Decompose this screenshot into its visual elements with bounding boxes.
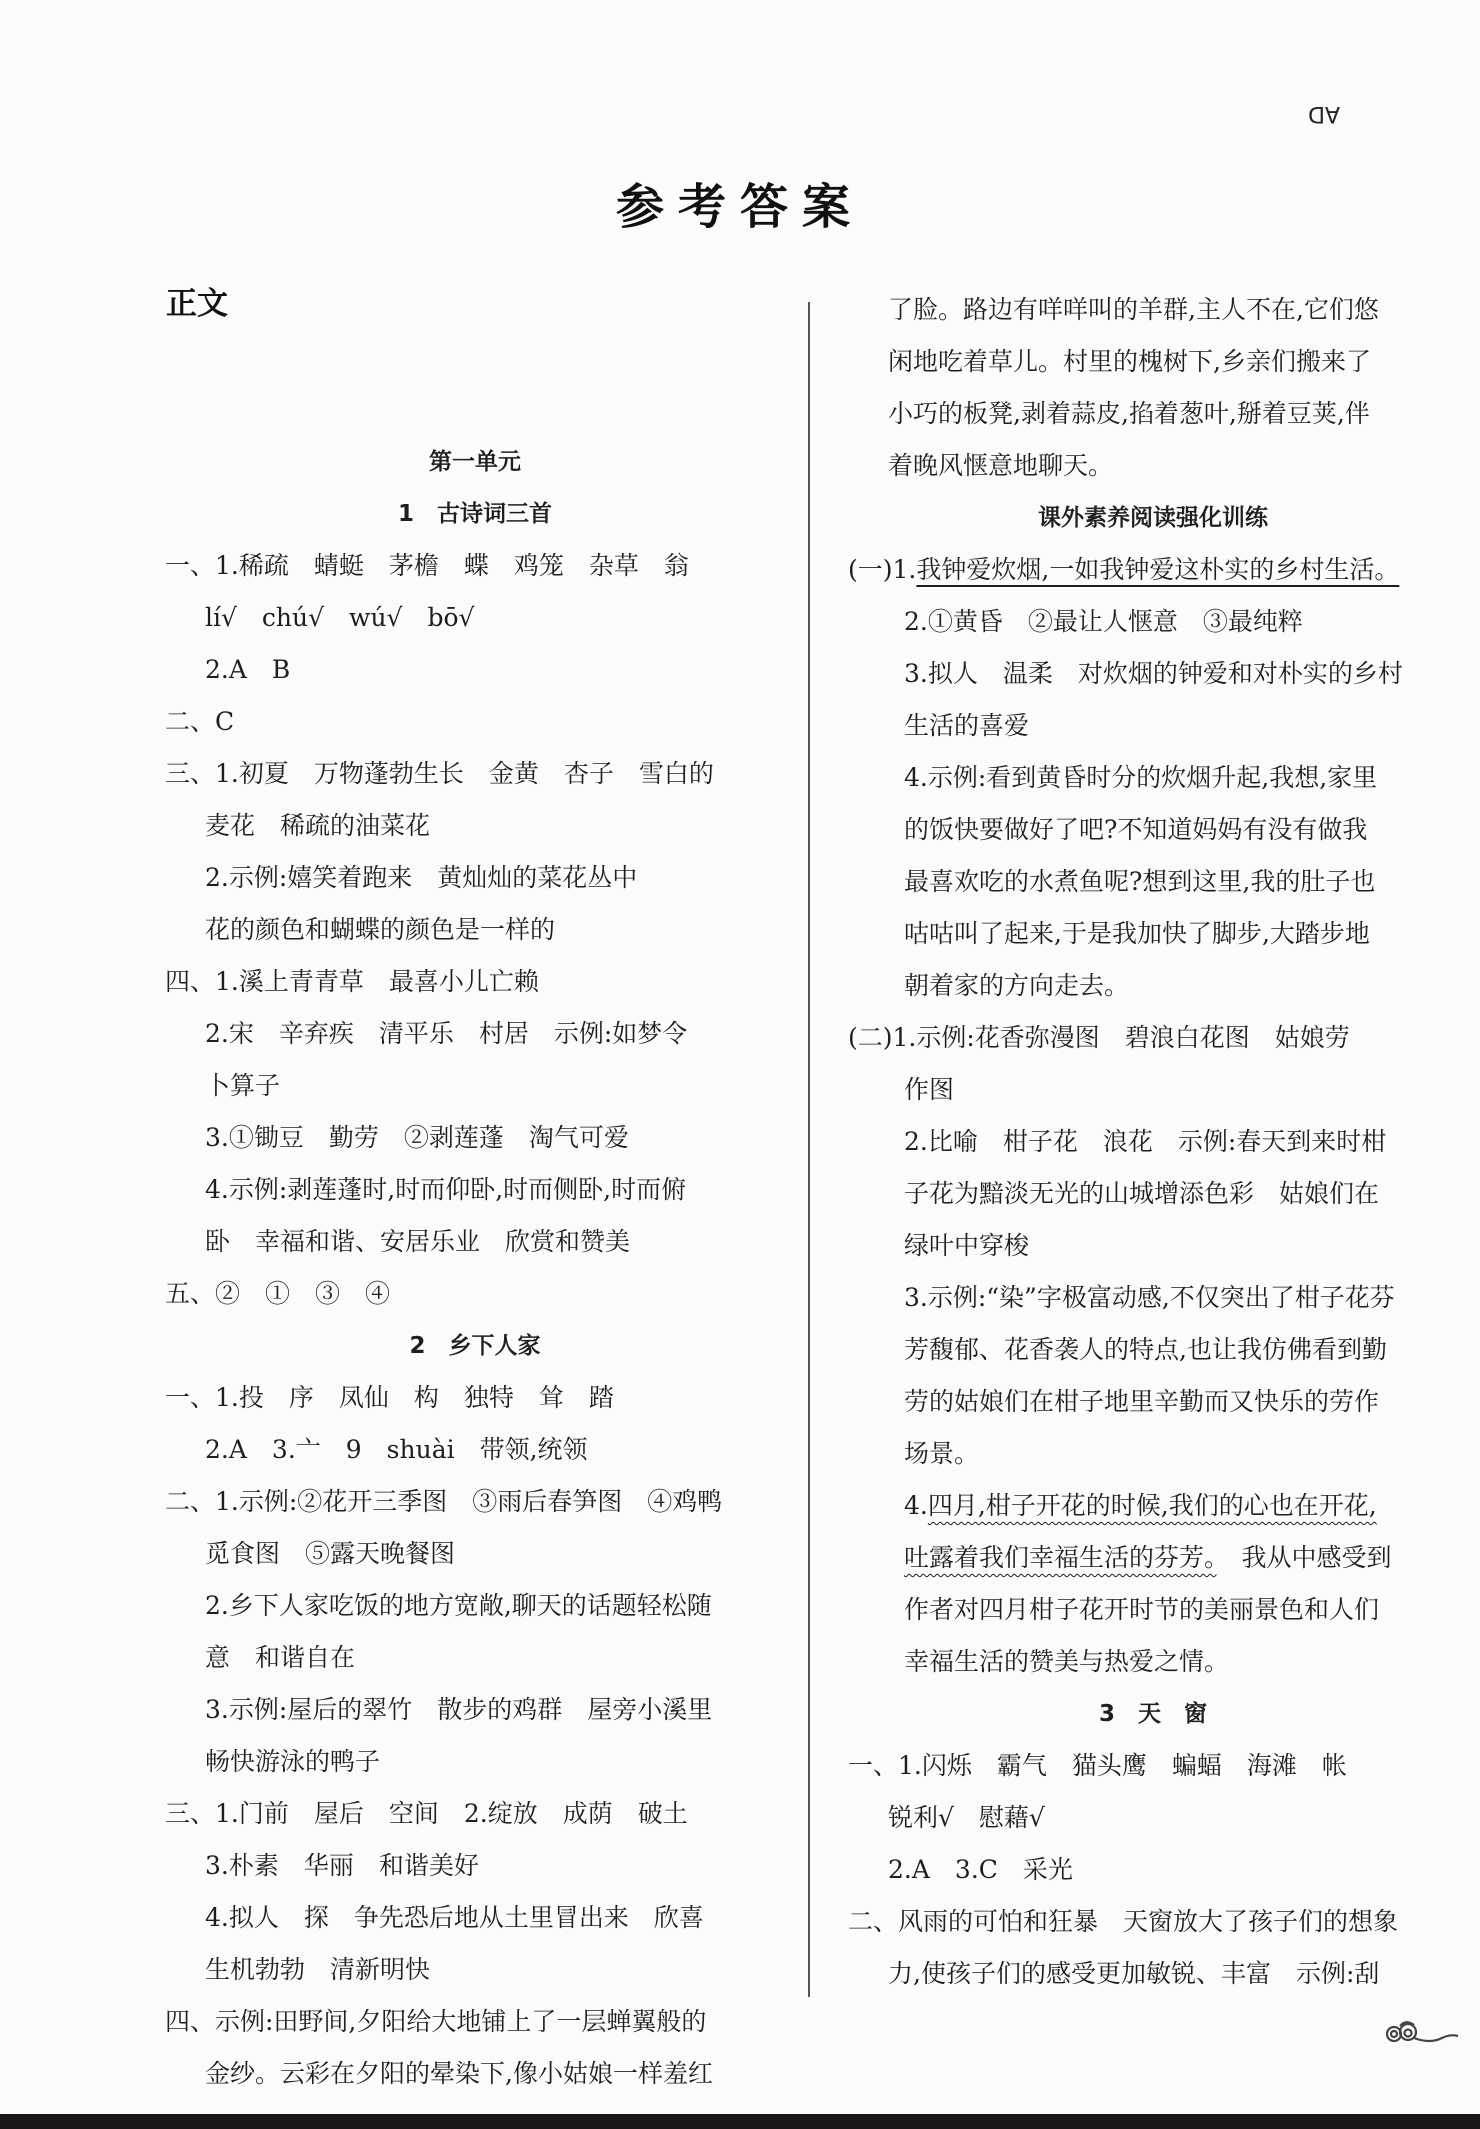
answer-line <box>165 2048 785 2100</box>
answer-text: 2.①黄昏 ②最让人惬意 ③最纯粹 <box>904 607 1303 636</box>
answer-text: 我从中感受到 <box>1216 1543 1392 1572</box>
answer-text: 2.乡下人家吃饭的地方宽敞,聊天的话题轻松随 <box>205 1591 712 1620</box>
answer-text: 劳的姑娘们在柑子地里辛勤而又快乐的劳作 <box>904 1387 1380 1416</box>
answer-line <box>848 856 1458 908</box>
answer-text: 生机勃勃 清新明快 <box>205 1955 431 1984</box>
answer-line <box>165 1892 785 1944</box>
answer-line <box>165 956 785 1008</box>
answer-number: (一)1. <box>848 555 917 584</box>
lesson-heading <box>848 1688 1458 1740</box>
answer-line <box>848 1324 1458 1376</box>
answer-text: 2 乡下人家 <box>409 1333 541 1359</box>
answer-line <box>848 1792 1458 1844</box>
answer-line <box>848 1428 1458 1480</box>
answer-line <box>165 1216 785 1268</box>
answer-text: 闲地吃着草儿。村里的槐树下,乡亲们搬来了 <box>888 347 1371 376</box>
page-title: 参考答案 <box>615 179 864 235</box>
answer-text: 3.朴素 华丽 和谐美好 <box>205 1851 479 1880</box>
answer-text: 3.①锄豆 勤劳 ②剥莲蓬 淘气可爱 <box>205 1123 629 1152</box>
answer-text: 一、1.稀疏 蜻蜓 茅檐 蝶 鸡笼 杂草 翁 <box>165 551 689 580</box>
answer-text: 4.示例:看到黄昏时分的炊烟升起,我想,家里 <box>904 763 1378 792</box>
answer-text: 2.示例:嬉笑着跑来 黄灿灿的菜花丛中 <box>205 863 638 892</box>
answer-line <box>165 1008 785 1060</box>
answer-text: 二、1.示例:②花开三季图 ③雨后春笋图 ④鸡鸭 <box>165 1487 723 1516</box>
answer-line <box>165 696 785 748</box>
answer-text: 4.示例:剥莲蓬时,时而仰卧,时而侧卧,时而俯 <box>205 1175 687 1204</box>
answer-text: 子花为黯淡无光的山城增添色彩 姑娘们在 <box>904 1179 1380 1208</box>
lesson-heading <box>165 488 785 540</box>
answer-line <box>848 388 1458 440</box>
section-heading: 正文 <box>166 286 228 322</box>
answer-line <box>848 1896 1458 1948</box>
answer-line <box>165 852 785 904</box>
answer-text: 四、1.溪上青青草 最喜小儿亡赖 <box>165 967 539 996</box>
answer-line <box>165 1112 785 1164</box>
answer-line <box>165 1944 785 1996</box>
column-divider <box>808 302 810 1997</box>
answer-line <box>848 284 1458 336</box>
answer-line <box>848 1064 1458 1116</box>
answer-text: 朝着家的方向走去。 <box>904 971 1130 1000</box>
answer-line <box>848 1844 1458 1896</box>
answer-text: (二)1.示例:花香弥漫图 碧浪白花图 姑娘劳 <box>848 1023 1350 1052</box>
answer-text: 4.拟人 探 争先恐后地从土里冒出来 欣喜 <box>205 1903 704 1932</box>
answer-text: 1 古诗词三首 <box>397 501 552 527</box>
answer-text: 金纱。云彩在夕阳的晕染下,像小姑娘一样羞红 <box>205 2059 713 2088</box>
answer-text: 觅食图 ⑤露天晚餐图 <box>205 1539 456 1568</box>
lesson-heading <box>165 436 785 488</box>
answer-line <box>848 1740 1458 1792</box>
page-side-mark: AD <box>1308 101 1340 126</box>
answer-line <box>165 1476 785 1528</box>
answer-line <box>165 1528 785 1580</box>
answer-line <box>165 1424 785 1476</box>
answer-text: 二、C <box>165 707 235 736</box>
answer-text: 三、1.门前 屋后 空间 2.绽放 成荫 破土 <box>165 1799 688 1828</box>
answer-line <box>848 960 1458 1012</box>
answer-line <box>848 1532 1458 1584</box>
answer-line <box>165 1060 785 1112</box>
answer-line <box>165 1684 785 1736</box>
answer-text: 麦花 稀疏的油菜花 <box>205 811 431 840</box>
answer-text: 3.示例:屋后的翠竹 散步的鸡群 屋旁小溪里 <box>205 1695 713 1724</box>
answer-text: 三、1.初夏 万物蓬勃生长 金黄 杏子 雪白的 <box>165 759 714 788</box>
answer-line <box>165 800 785 852</box>
answer-text: 最喜欢吃的水煮鱼呢?想到这里,我的肚子也 <box>904 867 1376 896</box>
answer-text: 一、1.闪烁 霸气 猫头鹰 蝙蝠 海滩 帐 <box>848 1751 1347 1780</box>
cloud-ornament-icon <box>1380 2020 1460 2050</box>
answer-line <box>165 1996 785 2048</box>
page-bottom-bar <box>0 2114 1480 2129</box>
underlined-answer: 我钟爱炊烟,一如我钟爱这朴实的乡村生活。 <box>916 555 1400 584</box>
answer-text: 五、② ① ③ ④ <box>165 1279 391 1308</box>
answer-line <box>848 752 1458 804</box>
answer-line <box>848 596 1458 648</box>
answer-text: 卜算子 <box>205 1071 281 1100</box>
answer-text: 的饭快要做好了吧?不知道妈妈有没有做我 <box>904 815 1368 844</box>
answer-line <box>165 1632 785 1684</box>
answer-line <box>165 1372 785 1424</box>
answer-line <box>848 1584 1458 1636</box>
answer-line <box>848 336 1458 388</box>
answer-text: 四、示例:田野间,夕阳给大地铺上了一层蝉翼般的 <box>165 2007 707 2036</box>
answer-text: 一、1.投 序 凤仙 构 独特 耸 踏 <box>165 1383 614 1412</box>
answer-text: 课外素养阅读强化训练 <box>1038 505 1268 531</box>
answer-line <box>848 440 1458 492</box>
answer-text: 咕咕叫了起来,于是我加快了脚步,大踏步地 <box>904 919 1370 948</box>
right-column <box>848 284 1458 2000</box>
answer-text: 意 和谐自在 <box>205 1643 356 1672</box>
answer-line <box>848 648 1458 700</box>
underlined-answer: 吐露着我们幸福生活的芬芳。 <box>904 1543 1217 1572</box>
answer-text: 生活的喜爱 <box>904 711 1030 740</box>
left-column <box>165 436 785 2100</box>
answer-line <box>848 908 1458 960</box>
answer-line <box>165 1580 785 1632</box>
answer-text: 场景。 <box>904 1439 980 1468</box>
answer-line <box>165 1268 785 1320</box>
answer-line <box>848 1636 1458 1688</box>
answer-line <box>165 1164 785 1216</box>
answer-line <box>848 1272 1458 1324</box>
answer-text: 小巧的板凳,剥着蒜皮,掐着葱叶,掰着豆荚,伴 <box>888 399 1370 428</box>
answer-line <box>165 1788 785 1840</box>
answer-text: 2.A 3.亠 9 shuài 带领,统领 <box>205 1435 588 1464</box>
answer-text: 畅快游泳的鸭子 <box>205 1747 381 1776</box>
answer-text: 了脸。路边有咩咩叫的羊群,主人不在,它们悠 <box>888 295 1379 324</box>
answer-line <box>165 904 785 956</box>
answer-line <box>848 804 1458 856</box>
answer-line <box>848 1480 1458 1532</box>
lesson-heading <box>165 1320 785 1372</box>
answer-line <box>848 700 1458 752</box>
answer-text: lí√ chú√ wú√ bō√ <box>205 603 475 632</box>
answer-text: 2.宋 辛弃疾 清平乐 村居 示例:如梦令 <box>205 1019 688 1048</box>
answer-text: 力,使孩子们的感受更加敏锐、丰富 示例:刮 <box>888 1959 1380 1988</box>
answer-text: 作图 <box>904 1075 955 1104</box>
answer-line <box>165 748 785 800</box>
underlined-answer: 四月,柑子开花的时候,我们的心也在开花, <box>927 1491 1377 1520</box>
answer-line <box>848 1168 1458 1220</box>
answer-text: 第一单元 <box>429 449 521 475</box>
answer-text: 3.拟人 温柔 对炊烟的钟爱和对朴实的乡村 <box>904 659 1403 688</box>
answer-text: 3 天 窗 <box>1098 1701 1207 1727</box>
answer-text: 花的颜色和蝴蝶的颜色是一样的 <box>205 915 556 944</box>
answer-text: 绿叶中穿梭 <box>904 1231 1030 1260</box>
answer-line <box>165 592 785 644</box>
answer-text: 芳馥郁、花香袭人的特点,也让我仿佛看到勤 <box>904 1335 1387 1364</box>
answer-text: 2.A B <box>205 655 291 684</box>
answer-line <box>848 1376 1458 1428</box>
answer-line <box>165 1736 785 1788</box>
answer-text: 2.比喻 柑子花 浪花 示例:春天到来时柑 <box>904 1127 1387 1156</box>
answer-line <box>848 1116 1458 1168</box>
answer-line <box>848 1948 1458 2000</box>
answer-line <box>165 1840 785 1892</box>
answer-number: 4. <box>904 1491 928 1520</box>
answer-line <box>165 540 785 592</box>
answer-text: 作者对四月柑子花开时节的美丽景色和人们 <box>904 1595 1380 1624</box>
answer-text: 幸福生活的赞美与热爱之情。 <box>904 1647 1230 1676</box>
answer-line <box>165 644 785 696</box>
answer-line <box>848 544 1458 596</box>
answer-line <box>848 1012 1458 1064</box>
answer-text: 2.A 3.C 采光 <box>888 1855 1073 1884</box>
answer-text: 卧 幸福和谐、安居乐业 欣赏和赞美 <box>205 1227 631 1256</box>
answer-text: 二、风雨的可怕和狂暴 天窗放大了孩子们的想象 <box>848 1907 1399 1936</box>
answer-text: 锐利√ 慰藉√ <box>888 1803 1045 1832</box>
answer-text: 3.示例:“染”字极富动感,不仅突出了柑子花芬 <box>904 1283 1395 1312</box>
answer-line <box>848 1220 1458 1272</box>
lesson-heading <box>848 492 1458 544</box>
answer-text: 着晚风惬意地聊天。 <box>888 451 1114 480</box>
